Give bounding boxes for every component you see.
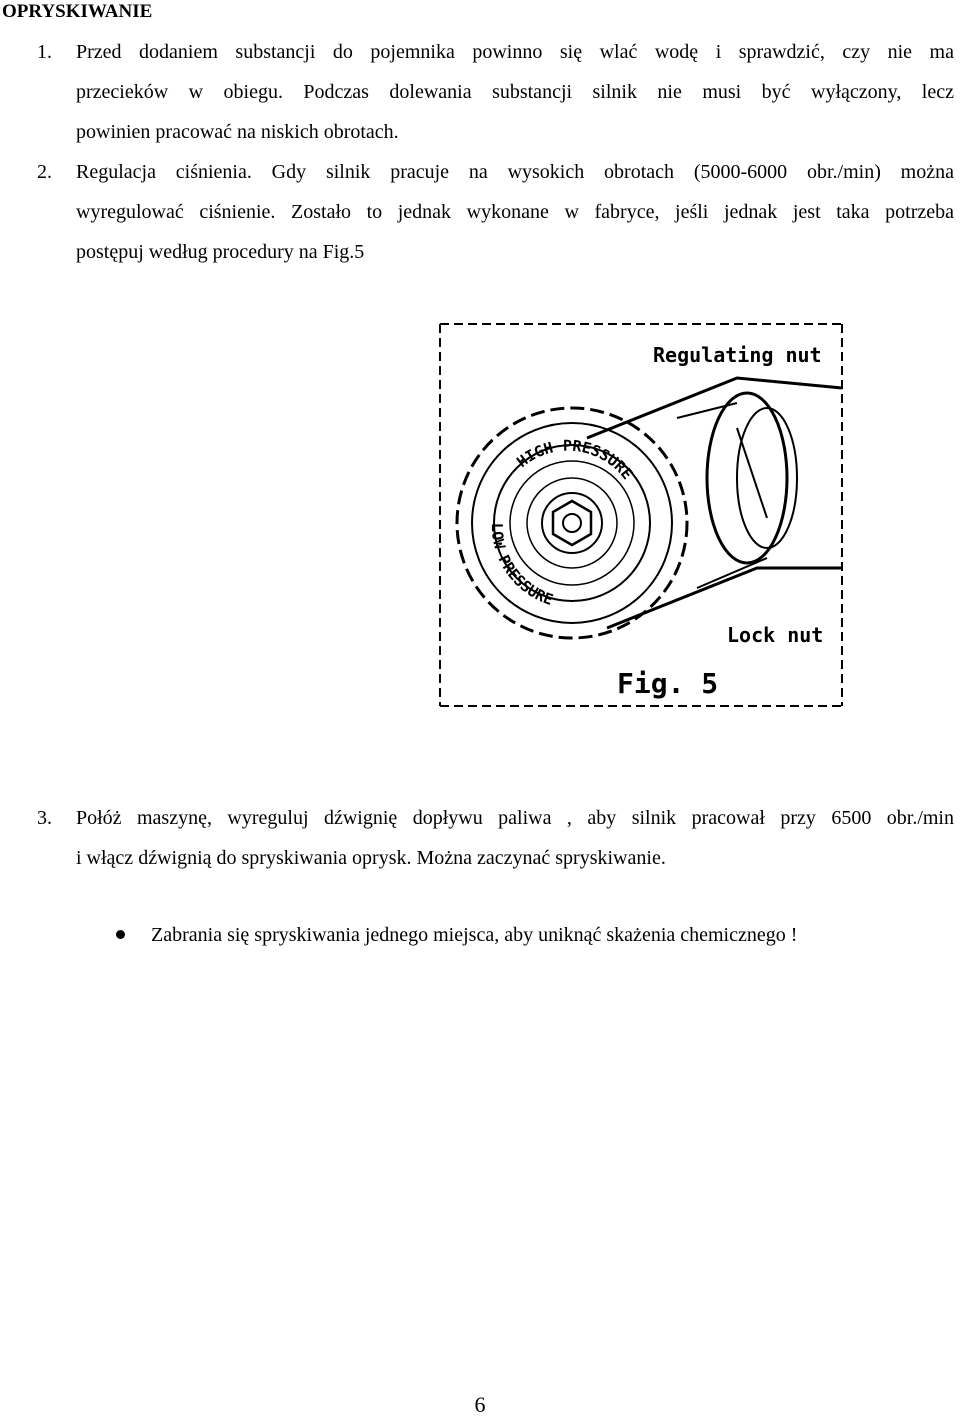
warning-bullet-text: Zabrania się spryskiwania jednego miejsca, aby uniknąć skażenia chemicznego ! [151,924,798,946]
bullet-dot [116,930,125,939]
item-3-line-1: Połóż maszynę, wyreguluj dźwignię dopływu paliwa , aby silnik pracował przy 6500 obr./min [76,807,954,829]
figure-caption: Fig. 5 [617,667,719,700]
item-3-line-2: i włącz dźwignią do spryskiwania oprysk. Można zaczynać spryskiwanie. [76,847,666,869]
item-2-line-3: postępuj według procedury na Fig.5 [76,241,365,263]
item-1-line-1: Przed dodaniem substancji do pojemnika powinno się wlać wodę i sprawdzić, czy nie ma [76,41,954,63]
item-1-line-3: powinien pracować na niskich obrotach. [76,121,399,143]
regulating-nut-label: Regulating nut [653,343,822,367]
item-1-line-2: przecieków w obiegu. Podczas dolewania substancji silnik nie musi być wyłączony, lecz [76,81,954,103]
page-number: 6 [474,1392,486,1417]
high-pressure-text: HIGH PRESSURE [513,436,637,483]
section-heading: OPRYSKIWANIE [2,1,153,22]
pressure-regulator-figure [437,318,849,710]
lock-nut-label: Lock nut [727,623,824,647]
item-number-2: 2. [37,161,52,183]
item-number-1: 1. [37,41,52,63]
figure-drawing [437,318,849,710]
low-pressure-text: LOW PRESSURE [487,522,556,609]
item-2-line-2: wyregulować ciśnienie. Zostało to jednak wykonane w fabryce, jeśli jednak jest taka potrzeba [76,201,954,223]
item-2-line-1: Regulacja ciśnienia. Gdy silnik pracuje na wysokich obrotach (5000-6000 obr./min) można [76,161,954,183]
item-number-3: 3. [37,807,52,829]
